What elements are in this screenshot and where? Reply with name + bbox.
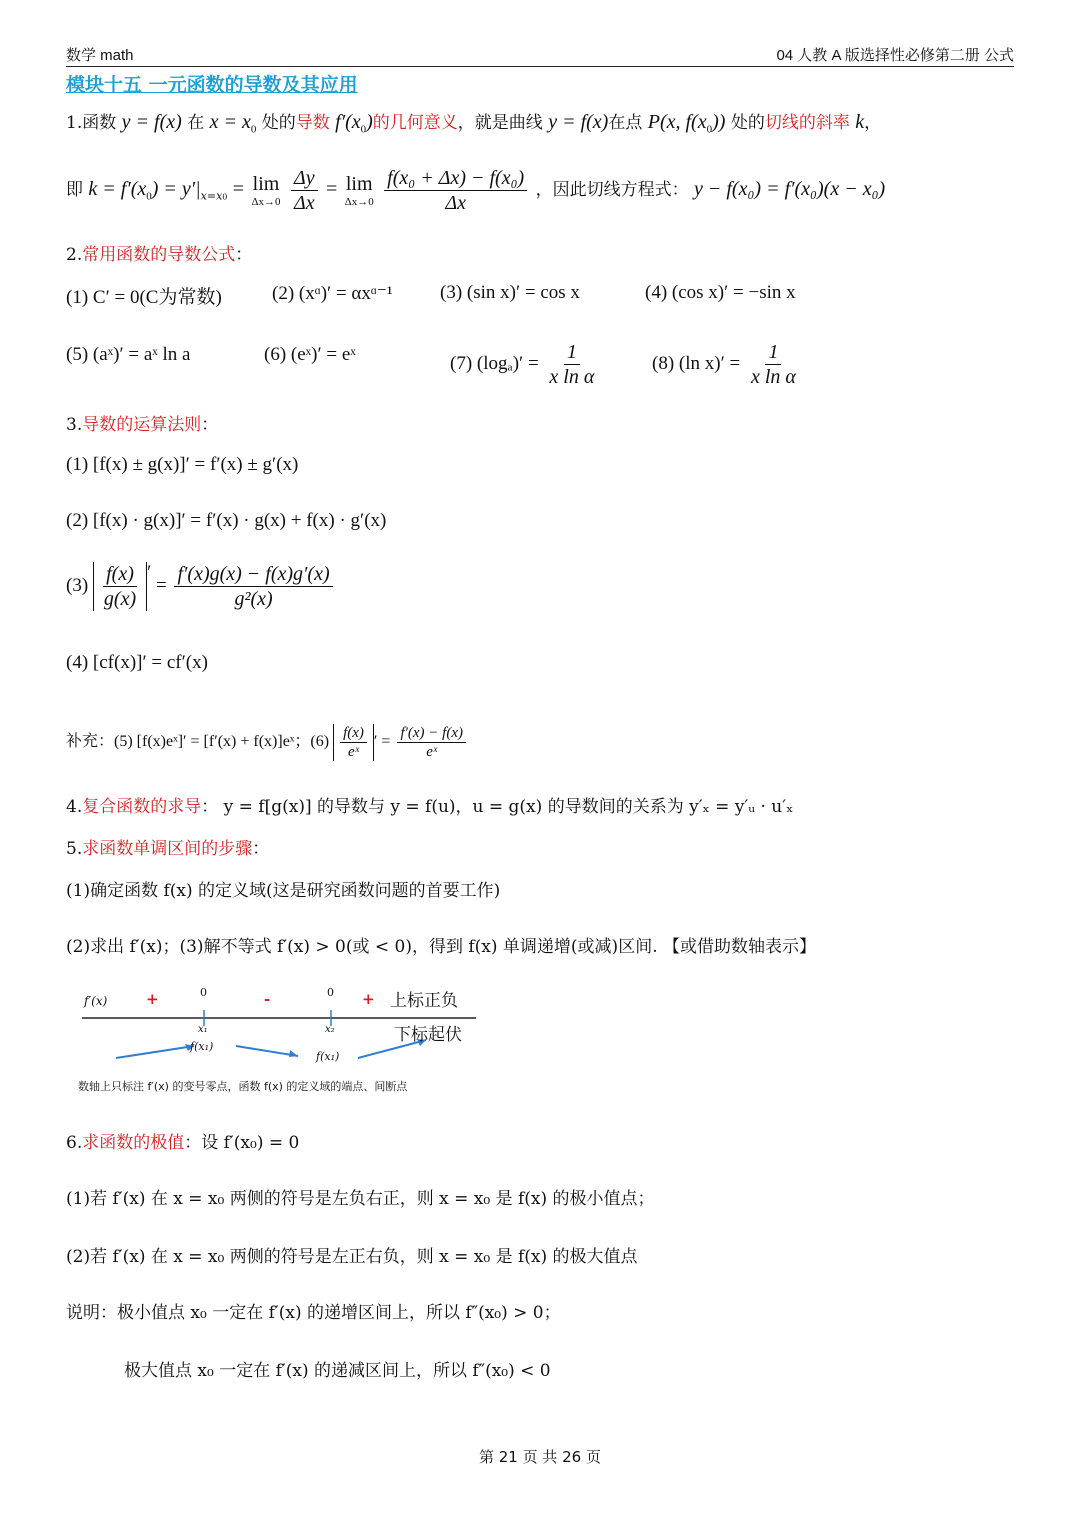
- sign-plus-1: +: [146, 990, 159, 1008]
- rule-1: (1) [f(x) ± g(x)]′ = f′(x) ± g′(x): [66, 454, 299, 475]
- s5-step2: (2)求出 f′(x)；(3)解不等式 f′(x) > 0(或 < 0)，得到 f(x) 单调递增(或减)区间. 【或借助数轴表示】: [66, 937, 816, 957]
- s1-eq: =: [232, 178, 245, 200]
- sign-minus: -: [264, 990, 271, 1008]
- s1-math: y = f(x): [548, 111, 609, 133]
- s1-line1: 1.函数 y = f(x) 在 $x = x_0$ 处的导数 $f'(x_0)$的几何意义，就是曲线 y = f(x)在点 P(x, $f(x_0)$) 处的切线的斜率 k，: [66, 111, 882, 136]
- s1-sub: x=x: [200, 189, 223, 203]
- s6-note1: 说明：极小值点 x₀ 一定在 f′(x) 的递增区间上，所以 f″(x₀) > 0；: [66, 1303, 561, 1323]
- s1-line2: 即 $k = f'(x_0) = y'|_{x=x0}$ = lim Δx→0 $\frac{\Delta y}{\Delta x}$ = lim Δx→0 $\frac{\text{f(x₀ + Δx) − f(x₀)}}{\Delta x}$ ，因此切线方程式： y − f(x₀) = f′(x₀)(x − x₀): [66, 167, 886, 214]
- header-rule: [66, 66, 1014, 67]
- s2-title: 2.常用函数的导数公式：: [66, 245, 253, 265]
- s1-highlight: 的几何意义: [372, 113, 458, 133]
- s1-text: 在: [187, 113, 205, 133]
- tangent-equation: y − f(x₀) = f′(x₀)(x − x₀): [694, 178, 886, 200]
- increase-arrow-1: [116, 1046, 194, 1058]
- label-upper: 上标正负: [390, 991, 458, 1011]
- s6-title: 6.求函数的极值：设 f′(x₀) = 0: [66, 1133, 300, 1153]
- fprime-label: f′(x): [84, 994, 108, 1008]
- header-right: 04 人教 A 版选择性必修第二册 公式: [776, 47, 1014, 64]
- zero-1: 0: [200, 986, 207, 999]
- formula-1: (1) C′ = 0(C为常数): [66, 287, 222, 308]
- fx2-label: f(x₁): [316, 1050, 340, 1063]
- rule-3: (3) $\frac{f(x)}{g(x)}$ ′ = $\frac{f'(x)g(x) - f(x)g'(x)}{\text{g²(x)}}$: [66, 562, 336, 611]
- diagram-caption: 数轴上只标注 f′(x) 的变号零点，函数 f(x) 的定义域的端点、间断点: [78, 1080, 408, 1093]
- x2-label: x₂: [325, 1024, 335, 1035]
- supplement: 补充：(5) [f(x)eˣ]′ = [f′(x) + f(x)]eˣ；(6) $\frac{f(x)}{\text{eˣ}}$ ′ = $\frac{f'(x) - f(x)}{\text{eˣ}}$: [66, 724, 469, 761]
- s1-highlight: 导数: [295, 113, 330, 133]
- s1-math: x = x: [209, 111, 251, 133]
- s5-title: 5.求函数单调区间的步骤：: [66, 839, 270, 859]
- s6-case1: (1)若 f′(x) 在 x = x₀ 两侧的符号是左负右正，则 x = x₀ 是 f(x) 的极小值点；: [66, 1189, 655, 1209]
- formula-3: (3) (sin x)′ = cos x: [440, 282, 580, 303]
- fraction-dy-dx: $\frac{\Delta y}{\Delta x}$: [291, 166, 318, 215]
- limit-2: lim Δx→0: [344, 173, 374, 208]
- formula-8: (8) (ln x)′ = $\frac{1}{\text{x ln α}}$: [652, 341, 796, 388]
- s1-math: )): [712, 111, 726, 133]
- s1-eq: =: [325, 178, 338, 200]
- formula-7: (7) (logₐ)′ = $\frac{1}{\text{x ln α}}$: [450, 341, 595, 388]
- s1-math: P(x, f(x: [647, 111, 707, 133]
- fraction-difference-quotient: $\frac{\text{f(x₀ + Δx) − f(x₀)}}{\Delta x}$: [384, 166, 527, 215]
- formula-4: (4) (cos x)′ = −sin x: [645, 282, 796, 303]
- s6-note2: 极大值点 x₀ 一定在 f′(x) 的递减区间上，所以 f″(x₀) < 0: [124, 1361, 551, 1381]
- s1-highlight: 切线的斜率: [764, 113, 850, 133]
- s1-math: ): [366, 111, 373, 133]
- zero-2: 0: [327, 986, 334, 999]
- s4-line: 4.复合函数的求导： y = f[g(x)] 的导数与 y = f(u)，u = g(x) 的导数间的关系为 y′ₓ = y′ᵤ · u′ₓ: [66, 797, 794, 817]
- s1-text: 处的: [730, 113, 765, 133]
- sign-plus-2: +: [362, 990, 375, 1008]
- fx1-label: f(x₁): [190, 1040, 214, 1053]
- s1-text: 在点: [608, 113, 643, 133]
- s5-step1: (1)确定函数 f(x) 的定义域(这是研究函数问题的首要工作): [66, 881, 501, 901]
- s1-math: y = f(x): [121, 111, 182, 133]
- x1-label: x₁: [198, 1024, 208, 1035]
- formula-2: (2) (xᵅ)′ = αxᵅ⁻¹: [272, 283, 393, 304]
- sign-chart-diagram: [76, 982, 486, 1102]
- arrowhead: [289, 1050, 298, 1057]
- header-left: 数学 math: [66, 47, 134, 64]
- s6-case2: (2)若 f′(x) 在 x = x₀ 两侧的符号是左正右负，则 x = x₀ 是 f(x) 的极大值点: [66, 1247, 638, 1267]
- s1-text: 即: [66, 180, 83, 200]
- s1-math: ) = y′|: [151, 178, 201, 200]
- s1-text: ，因此切线方程式：: [535, 180, 689, 200]
- s1-text: 处的: [261, 113, 296, 133]
- rule-2: (2) [f(x) · g(x)]′ = f′(x) · g(x) + f(x) · g′(x): [66, 510, 387, 531]
- s1-math: k = f′(x: [88, 178, 147, 200]
- s1-text: ，: [864, 113, 882, 133]
- formula-6: (6) (eˣ)′ = eˣ: [264, 344, 356, 365]
- s1-text: 1.函数: [66, 113, 117, 133]
- s1-math: f′(x: [335, 111, 361, 133]
- rule-4: (4) [cf(x)]′ = cf′(x): [66, 652, 208, 673]
- label-lower: 下标起伏: [394, 1025, 462, 1045]
- decrease-arrow: [236, 1046, 298, 1056]
- module-title: 模块十五 一元函数的导数及其应用: [66, 74, 358, 96]
- s1-text: ，就是曲线: [457, 113, 543, 133]
- limit-1: lim Δx→0: [251, 173, 281, 208]
- page-footer: 第 21 页 共 26 页: [478, 1448, 601, 1466]
- formula-5: (5) (aˣ)′ = aˣ ln a: [66, 344, 191, 365]
- s3-title: 3.导数的运算法则：: [66, 415, 219, 435]
- s1-math: k: [855, 111, 865, 133]
